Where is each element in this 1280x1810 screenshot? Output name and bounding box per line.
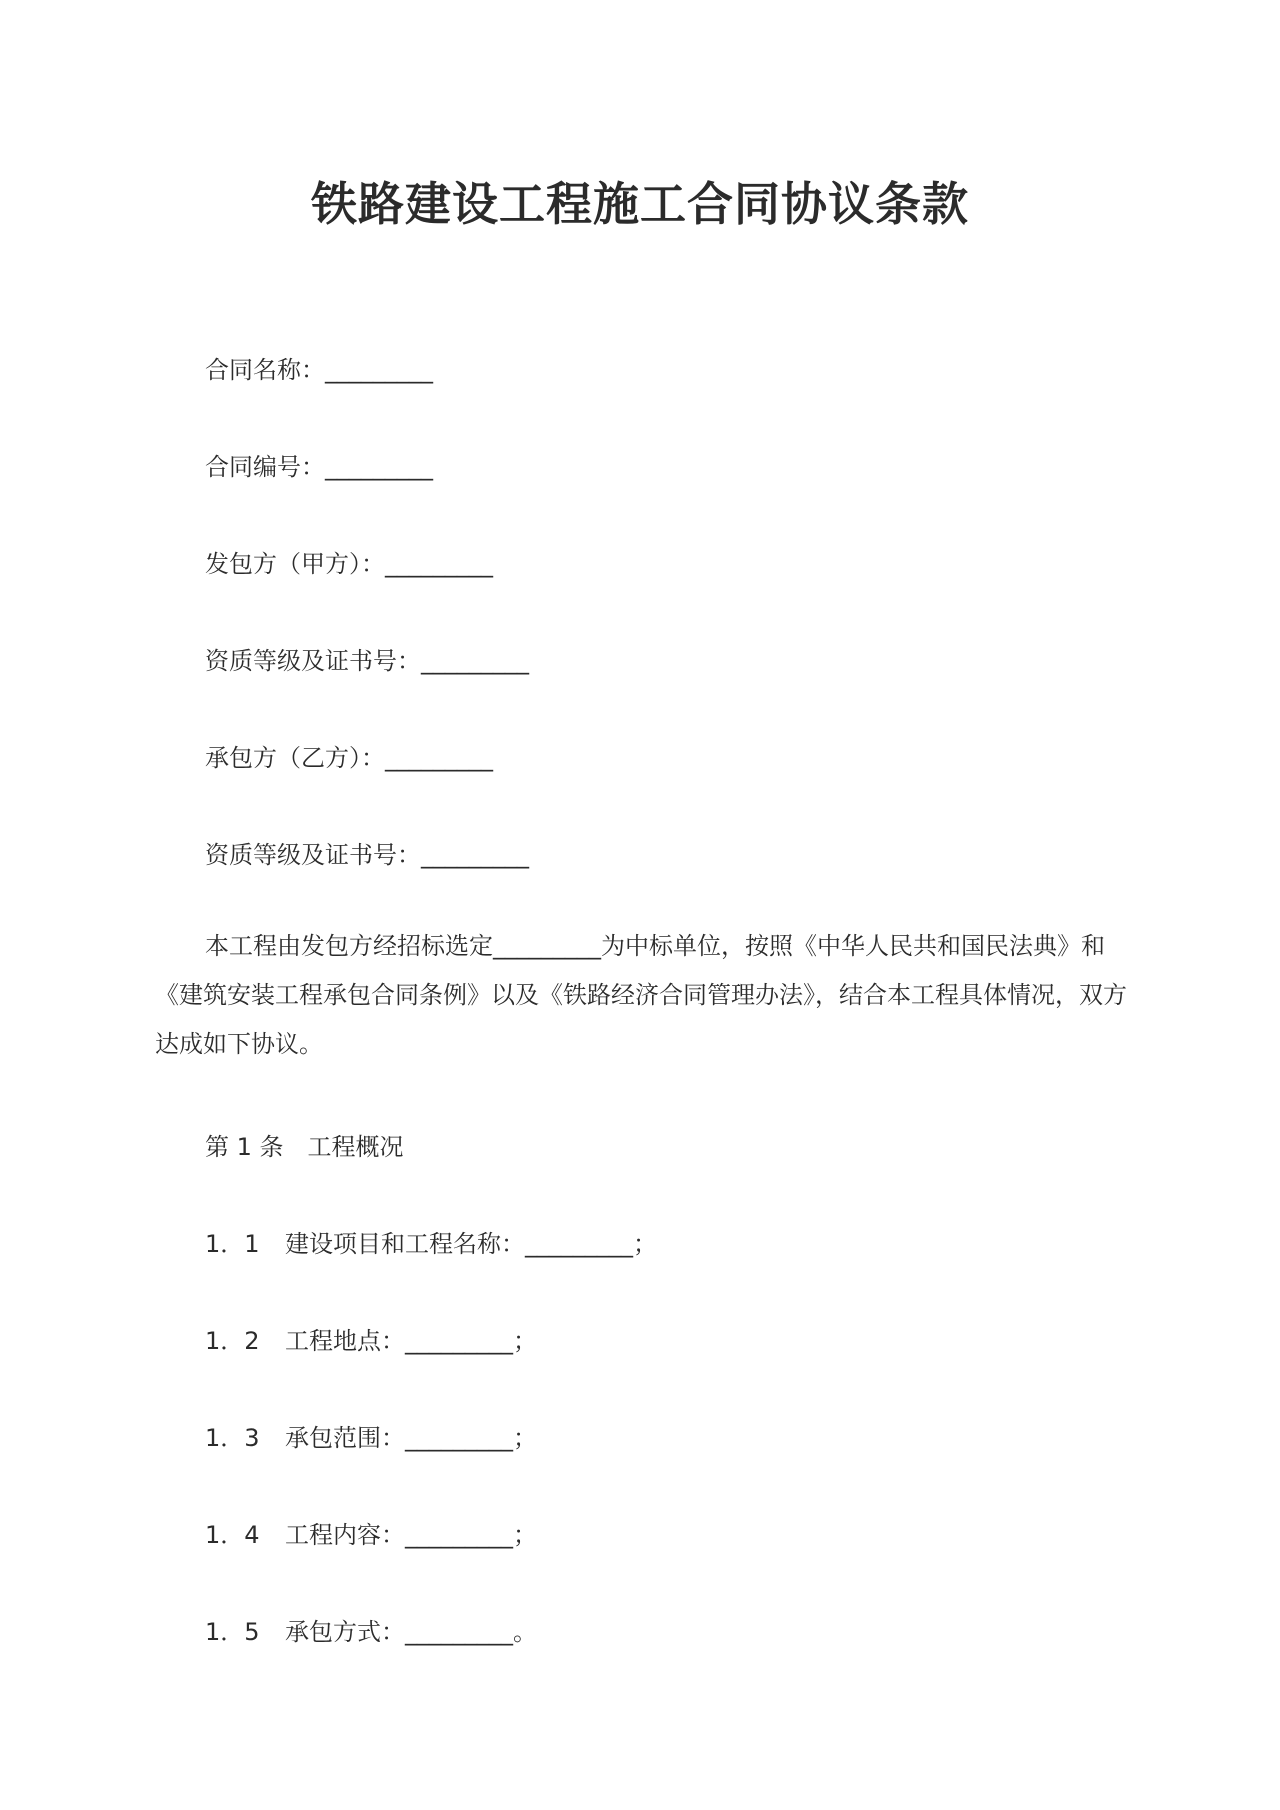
article-1-item bbox=[205, 1612, 537, 1647]
item-text: 承包方式：_________。 bbox=[285, 1618, 537, 1646]
item-text: 工程内容：_________； bbox=[285, 1521, 537, 1549]
item-text: 工程地点：_________； bbox=[285, 1327, 537, 1355]
item-text: 承包范围：_________； bbox=[285, 1424, 537, 1452]
item-text: 建设项目和工程名称：_________； bbox=[285, 1230, 657, 1258]
item-number: 1．5 bbox=[205, 1618, 260, 1646]
item-number: 1．1 bbox=[205, 1230, 260, 1258]
item-number: 1．4 bbox=[205, 1521, 260, 1549]
field-party-a: 发包方（甲方）：_________ bbox=[205, 550, 493, 578]
field-contract-name: 合同名称：_________ bbox=[205, 356, 433, 384]
item-number: 1．2 bbox=[205, 1327, 260, 1355]
article-1-item bbox=[205, 1418, 537, 1453]
item-number: 1．3 bbox=[205, 1424, 260, 1452]
article-1-item bbox=[205, 1515, 537, 1550]
intro-paragraph: 本工程由发包方经招标选定_________为中标单位，按照《中华人民共和国民法典》和《建筑安装工程承包合同条例》以及《铁路经济合同管理办法》，结合本工程具体情况，双方达成如下协议。 bbox=[155, 932, 1127, 1058]
article-1-item bbox=[205, 1224, 657, 1259]
article-1-item bbox=[205, 1321, 537, 1356]
field-party-a-qualification: 资质等级及证书号：_________ bbox=[205, 647, 529, 675]
field-party-b-qualification: 资质等级及证书号：_________ bbox=[205, 841, 529, 869]
document-title: 铁路建设工程施工合同协议条款 bbox=[311, 177, 969, 231]
field-contract-number: 合同编号：_________ bbox=[205, 453, 433, 481]
article-1-heading: 第 1 条 工程概况 bbox=[205, 1133, 404, 1161]
field-party-b: 承包方（乙方）：_________ bbox=[205, 744, 493, 772]
